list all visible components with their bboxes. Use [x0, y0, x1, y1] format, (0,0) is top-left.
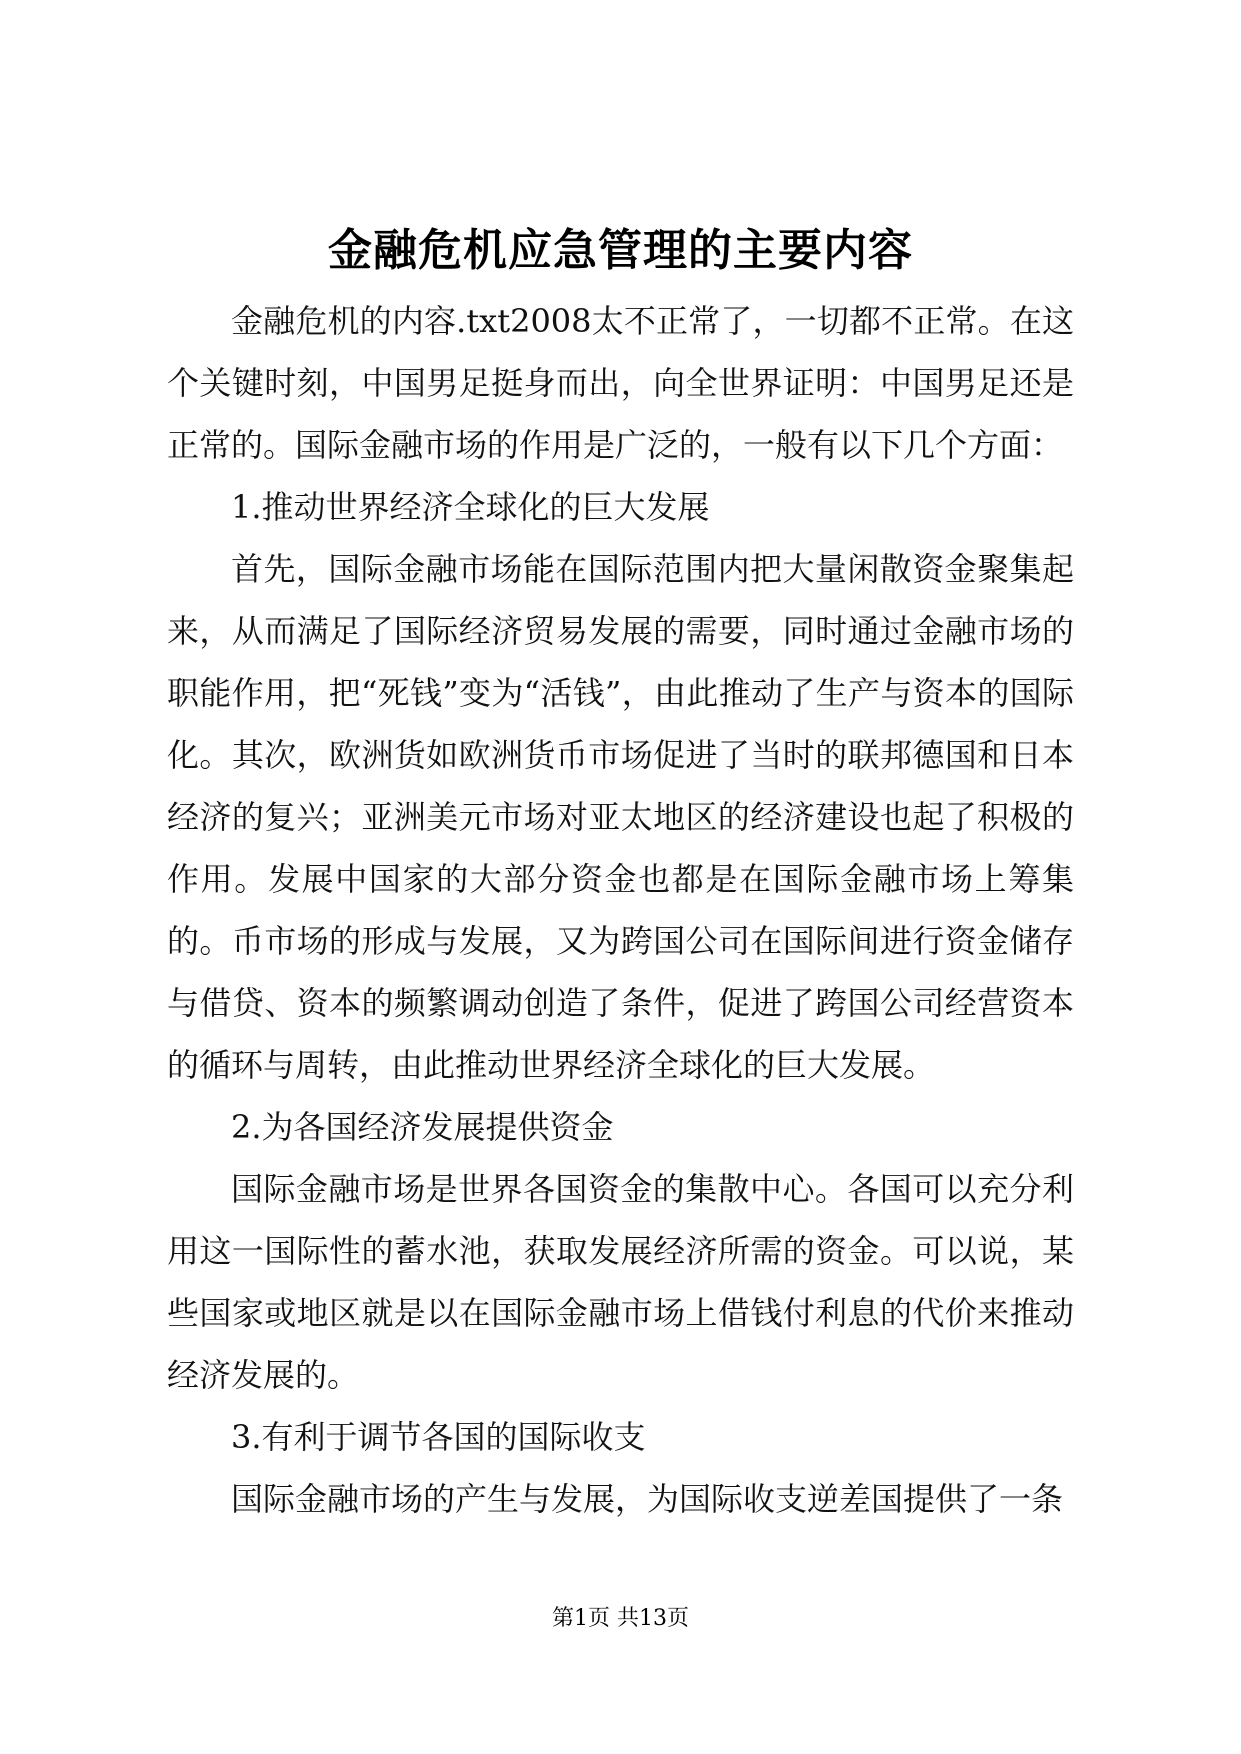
paragraph-section-1: 首先，国际金融市场能在国际范围内把大量闲散资金聚集起来，从而满足了国际经济贸易发展的需要，同时通过金融市场的职能作用，把“死钱”变为“活钱”，由此推动了生产与资本的国际化。其次，欧洲货如欧洲货币市场促进了当时的联邦德国和日本经济的复兴；亚洲美元市场对亚太地区的经济建设也起了积极的作用。发展中国家的大部分资金也都是在国际金融市场上筹集的。币市场的形成与发展，又为跨国公司在国际间进行资金储存与借贷、资本的频繁调动创造了条件，促进了跨国公司经营资本的循环与周转，由此推动世界经济全球化的巨大发展。 — [167, 550, 1074, 1084]
paragraph-intro: 金融危机的内容.txt2008太不正常了，一切都不正常。在这个关键时刻，中国男足挺身而出，向全世界证明：中国男足还是正常的。国际金融市场的作用是广泛的，一般有以下几个方面： — [167, 302, 1074, 464]
section-heading-3: 3.有利于调节各国的国际收支 — [231, 1418, 646, 1456]
page-number: 第1页 共13页 — [552, 1606, 689, 1631]
page-footer — [0, 1604, 1241, 1634]
paragraph-section-2: 国际金融市场是世界各国资金的集散中心。各国可以充分利用这一国际性的蓄水池，获取发展经济所需的资金。可以说，某些国家或地区就是以在国际金融市场上借钱付利息的代价来推动经济发展的。 — [167, 1170, 1074, 1394]
section-heading-2: 2.为各国经济发展提供资金 — [231, 1108, 614, 1146]
document-title: 金融危机应急管理的主要内容 — [328, 225, 913, 276]
document-body — [167, 290, 1074, 1530]
section-heading-1: 1.推动世界经济全球化的巨大发展 — [231, 488, 710, 526]
paragraph-section-3: 国际金融市场的产生与发展，为国际收支逆差国提供了一条 — [231, 1480, 1064, 1518]
